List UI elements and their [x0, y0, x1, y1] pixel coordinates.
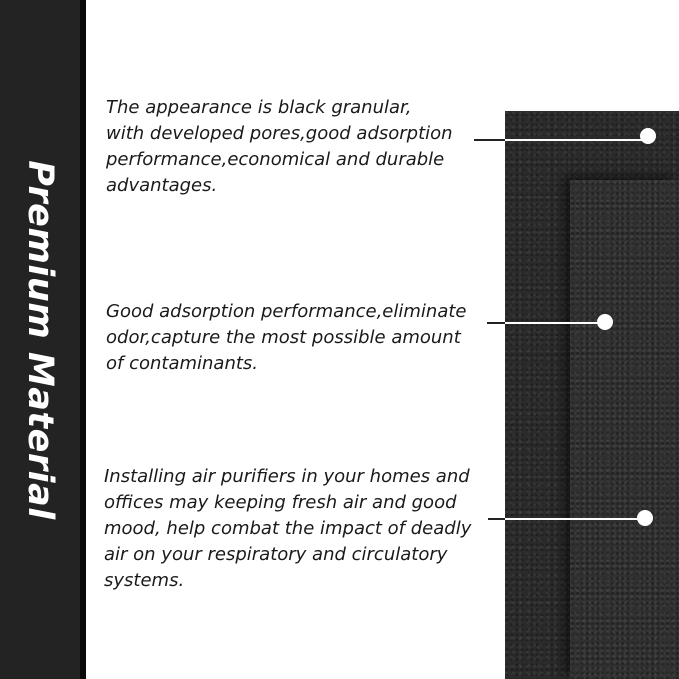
callout-3-line-1: Installing air purifiers in your homes and	[104, 466, 470, 487]
callout-2-leader-outside	[487, 322, 505, 324]
callout-3-line-2: offices may keeping fresh air and good	[104, 492, 457, 513]
callout-3-leader-line	[505, 518, 641, 520]
callout-1-leader-line	[505, 139, 645, 141]
sidebar-title: Premium Material	[20, 160, 60, 520]
callout-2-line-1: Good adsorption performance,eliminate	[106, 301, 467, 322]
callout-2-indicator-dot	[597, 314, 613, 330]
callout-3-line-5: systems.	[104, 570, 185, 591]
callout-text-1	[106, 95, 453, 199]
sidebar-edge	[80, 0, 86, 679]
callout-2-leader-line	[505, 322, 600, 324]
callout-2-line-2: odor,capture the most possible amount	[106, 327, 461, 348]
callout-1-line-2: with developed pores,good adsorption	[106, 123, 453, 144]
callout-1-line-4: advantages.	[106, 175, 218, 196]
callout-3-line-3: mood, help combat the impact of deadly	[104, 518, 472, 539]
callout-text-2	[106, 299, 467, 377]
callout-2-line-3: of contaminants.	[106, 353, 259, 374]
callout-3-indicator-dot	[637, 510, 653, 526]
callout-1-line-1: The appearance is black granular,	[106, 97, 412, 118]
callout-text-3	[104, 464, 471, 594]
callout-3-leader-outside	[488, 518, 505, 520]
callout-1-line-3: performance,economical and durable	[106, 149, 445, 170]
callout-1-indicator-dot	[640, 128, 656, 144]
callout-1-leader-outside	[474, 139, 505, 141]
foam-filter-front-panel	[570, 180, 679, 679]
callout-3-line-4: air on your respiratory and circulatory	[104, 544, 448, 565]
